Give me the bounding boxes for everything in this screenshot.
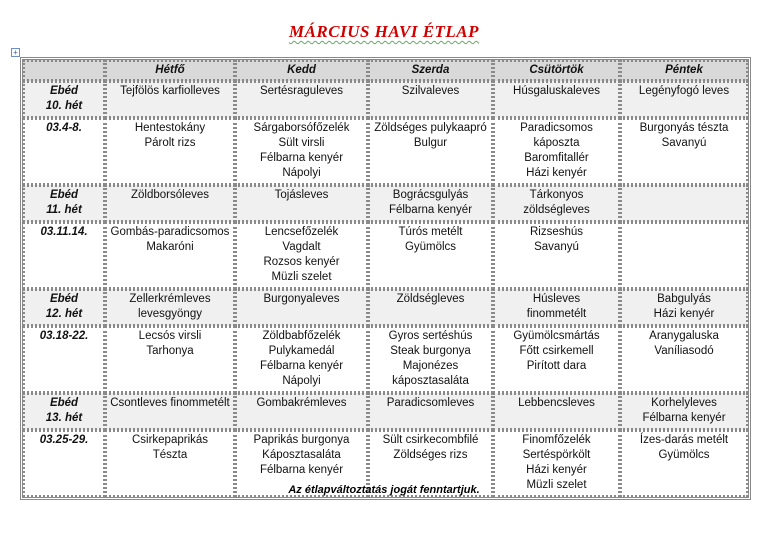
soup-cell: Zellerkrémleves levesgyöngy (105, 289, 235, 326)
soup-cell: Bográcsgulyás Félbarna kenyér (368, 185, 493, 222)
main-dish-cell: Paradicsomos káposzta Baromfitallér Házi kenyér (493, 118, 620, 185)
table-move-handle-icon[interactable]: + (11, 48, 20, 57)
main-dish-cell: Túrós metélt Gyümölcs (368, 222, 493, 289)
footer-note: Az étlapváltoztatás jogát fenntartjuk. (288, 484, 480, 496)
main-dish-cell: Sárgaborsófőzelék Sült virsli Félbarna kenyér Nápolyi (235, 118, 368, 185)
lunch-label: Ebéd (49, 293, 79, 305)
main-dish-cell (620, 222, 748, 289)
main-dish-cell: Sült csirkecombfilé Zöldséges rizs (368, 430, 493, 497)
day-header: Kedd (235, 60, 368, 81)
lunch-label: Ebéd (49, 397, 79, 409)
day-header: Hétfő (105, 60, 235, 81)
main-row (23, 118, 748, 185)
main-dish-cell: Rizseshús Savanyú (493, 222, 620, 289)
date-cell: 03.11.14. (23, 222, 105, 289)
lunch-label: Ebéd (49, 85, 79, 97)
main-dish-cell: Gombás-paradicsomos Makaróni (105, 222, 235, 289)
main-dish-cell: Zöldséges pulykaapró Bulgur (368, 118, 493, 185)
lunch-label: Ebéd (49, 189, 79, 201)
main-dish-cell: Gyümölcsmártás Főtt csirkemell Pirított dara (493, 326, 620, 393)
date-cell: 03.18-22. (23, 326, 105, 393)
soup-row (23, 185, 748, 222)
week-label: 10. hét (45, 100, 83, 112)
menu-table (20, 57, 751, 500)
page-title: MÁRCIUS HAVI ÉTLAP (288, 22, 480, 41)
main-dish-cell: Hentestokány Párolt rizs (105, 118, 235, 185)
main-dish-cell: Paprikás burgonya Káposztasaláta Félbarna kenyér (235, 430, 368, 497)
main-dish-cell: Csirkepaprikás Tészta (105, 430, 235, 497)
main-dish-cell: Zöldbabfőzelék Pulykamedál Félbarna kenyér Nápolyi (235, 326, 368, 393)
week-label-cell (23, 289, 105, 326)
main-dish-cell: Aranygaluska Vaníliasodó (620, 326, 748, 393)
soup-cell: Gombakrémleves (235, 393, 368, 430)
main-row (23, 326, 748, 393)
soup-cell: Korhelyleves Félbarna kenyér (620, 393, 748, 430)
soup-row (23, 393, 748, 430)
week-label-cell (23, 81, 105, 118)
main-dish-cell: Lencsefőzelék Vagdalt Rozsos kenyér Müzli szelet (235, 222, 368, 289)
main-dish-cell: Gyros sertéshús Steak burgonya Majonézes káposztasaláta (368, 326, 493, 393)
main-dish-cell: Finomfőzelék Sertéspörkölt Házi kenyér Müzli szelet (493, 430, 620, 497)
soup-cell: Zöldségleves (368, 289, 493, 326)
soup-row (23, 81, 748, 118)
main-row (23, 222, 748, 289)
day-header: Szerda (368, 60, 493, 81)
soup-cell: Húsleves finommetélt (493, 289, 620, 326)
soup-cell: Sertésraguleves (235, 81, 368, 118)
soup-cell: Húsgaluskaleves (493, 81, 620, 118)
main-dish-cell: Lecsós virsli Tarhonya (105, 326, 235, 393)
soup-cell: Tárkonyos zöldségleves (493, 185, 620, 222)
week-label: 11. hét (46, 204, 82, 216)
soup-row (23, 289, 748, 326)
soup-cell: Szilvaleves (368, 81, 493, 118)
week-label: 12. hét (45, 308, 83, 320)
main-dish-cell: Ízes-darás metélt Gyümölcs (620, 430, 748, 497)
date-cell: 03.4-8. (23, 118, 105, 185)
soup-cell (620, 185, 748, 222)
day-header: Péntek (620, 60, 748, 81)
corner-cell (23, 60, 105, 81)
main-dish-cell: Burgonyás tészta Savanyú (620, 118, 748, 185)
week-label-cell (23, 185, 105, 222)
soup-cell: Legényfogó leves (620, 81, 748, 118)
soup-cell: Csontleves finommetélt (105, 393, 235, 430)
soup-cell: Paradicsomleves (368, 393, 493, 430)
soup-cell: Babgulyás Házi kenyér (620, 289, 748, 326)
header-row (23, 60, 748, 81)
soup-cell: Zöldborsóleves (105, 185, 235, 222)
soup-cell: Burgonyaleves (235, 289, 368, 326)
week-label-cell (23, 393, 105, 430)
week-label: 13. hét (45, 412, 83, 424)
soup-cell: Tojásleves (235, 185, 368, 222)
soup-cell: Tejfölös karfiolleves (105, 81, 235, 118)
soup-cell: Lebbencsleves (493, 393, 620, 430)
day-header: Csütörtök (493, 60, 620, 81)
date-cell: 03.25-29. (23, 430, 105, 497)
